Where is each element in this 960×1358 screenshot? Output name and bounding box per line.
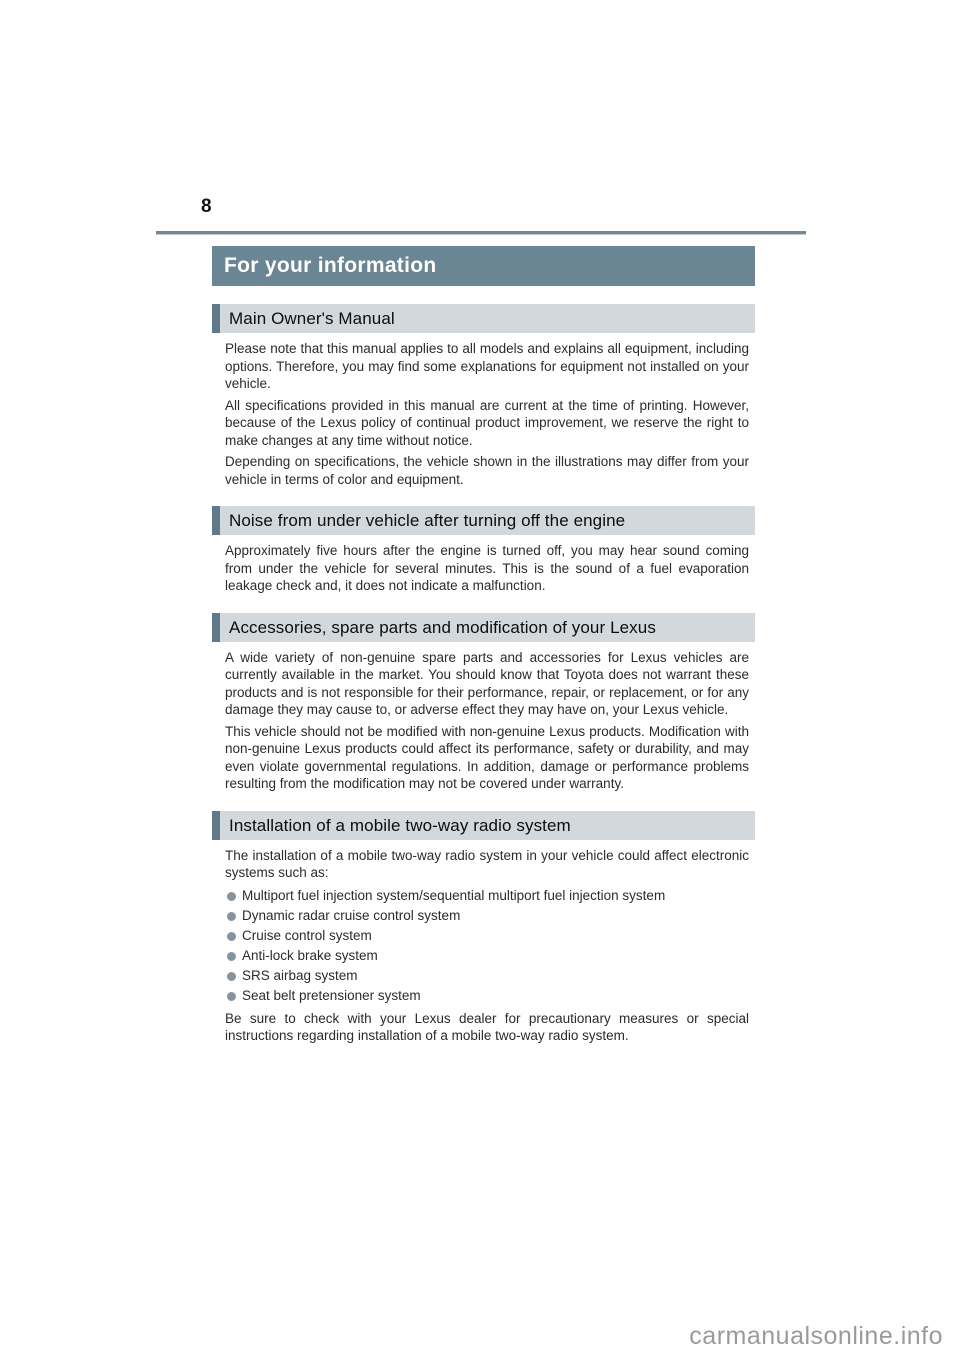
paragraph: Approximately five hours after the engine is turned off, you may hear sound coming from under the vehicle for several minutes. This is the sound of a fuel evaporation leakage check and, it does not indicate a malfunction. <box>225 543 749 593</box>
section <box>212 811 755 1045</box>
page-number: 8 <box>201 196 212 217</box>
paragraph: All specifications provided in this manual are current at the time of printing. However, because of the Lexus policy of continual product improvement, we reserve the right to make changes at any time without notice. <box>225 397 749 448</box>
sections <box>212 304 755 1045</box>
bullet-item: Multiport fuel injection system/sequential multiport fuel injection system <box>225 886 749 906</box>
section-heading: Main Owner's Manual <box>212 304 755 333</box>
section <box>212 506 755 595</box>
section-body <box>212 649 755 793</box>
section-heading: Noise from under vehicle after turning off the engine <box>212 506 755 535</box>
bullet-item: Seat belt pretensioner system <box>225 986 749 1006</box>
paragraph: Please note that this manual applies to all models and explains all equipment, including options. Therefore, you may find some explanations for equipment not installed on your vehicle. <box>225 341 749 391</box>
section-heading: Accessories, spare parts and modification of your Lexus <box>212 613 755 642</box>
header-rule <box>156 231 806 235</box>
section <box>212 304 755 488</box>
paragraph: This vehicle should not be modified with non-genuine Lexus products. Modification with non-genuine Lexus products could affect its performance, safety or durability, and may even violate governmental regulations. In addition, damage or performance problems resulting from the modification may not be covered under warranty. <box>225 723 749 791</box>
paragraph: A wide variety of non-genuine spare parts and accessories for Lexus vehicles are currently available in the market. You should know that Toyota does not warrant these products and is not responsible for their performance, repair, or replacement, or for any damage they may cause to, or adverse effect they may have on, your Lexus vehicle. <box>225 649 749 717</box>
paragraph: Depending on specifications, the vehicle shown in the illustrations may differ from your vehicle in terms of color and equipment. <box>225 454 749 487</box>
chapter-banner-title: For your information <box>224 254 437 277</box>
bullet-item: Cruise control system <box>225 926 749 946</box>
section-body <box>212 847 755 1045</box>
paragraph: Be sure to check with your Lexus dealer for precautionary measures or special instructions regarding installation of a mobile two-way radio system. <box>225 1010 749 1043</box>
chapter-banner <box>212 246 755 286</box>
section-heading: Installation of a mobile two-way radio system <box>212 811 755 840</box>
bullet-item: Anti-lock brake system <box>225 946 749 966</box>
bullet-item: SRS airbag system <box>225 966 749 986</box>
paragraph: The installation of a mobile two-way radio system in your vehicle could affect electronic systems such as: <box>225 847 749 880</box>
watermark: carmanualsonline.info <box>689 1322 943 1350</box>
page-content <box>212 246 755 1049</box>
bullet-item: Dynamic radar cruise control system <box>225 906 749 926</box>
section-body <box>212 542 755 595</box>
bullet-list <box>225 886 749 1006</box>
section-body <box>212 340 755 488</box>
section <box>212 613 755 793</box>
